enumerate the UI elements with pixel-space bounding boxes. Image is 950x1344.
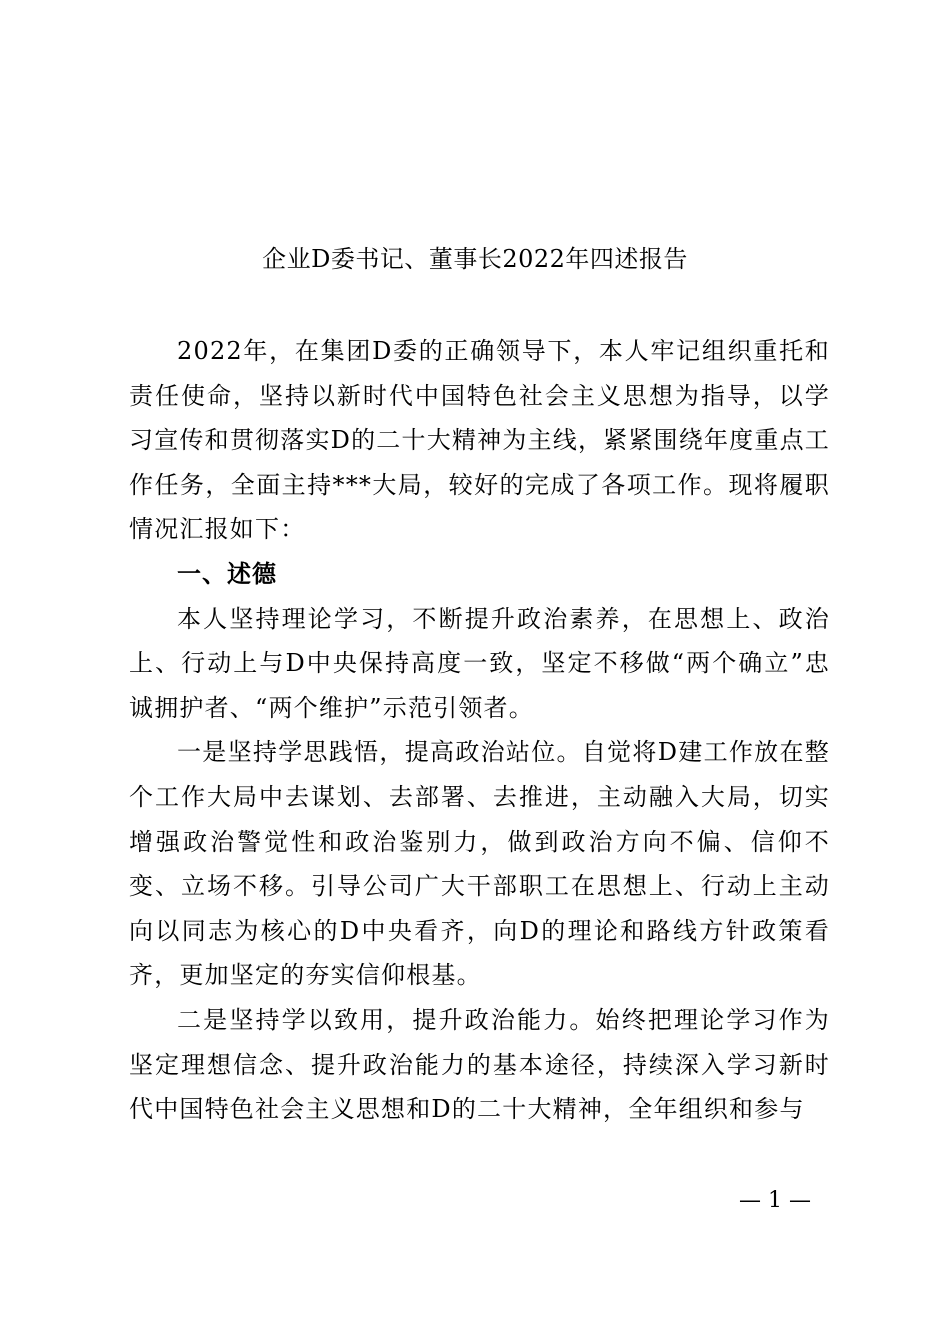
section1-paragraph-2: 一是坚持学思践悟，提高政治站位。自觉将D建工作放在整个工作大局中去谋划、去部署、去推进，主动融入大局，切实增强政治警觉性和政治鉴别力，做到政治方向不偏、信仰不变、立场不移。引导公司广大干部职工在思想上、行动上主动向以同志为核心的D中央看齐，向D的理论和路线方针政策看齐，更加坚定的夯实信仰根基。 bbox=[129, 738, 830, 990]
page-title: 企业D委书记、董事长2022年四述报告 bbox=[262, 245, 688, 273]
document-body bbox=[129, 329, 830, 1132]
page-number: — 1 — bbox=[739, 1188, 811, 1213]
section-heading-morality: 一、述德 bbox=[177, 559, 277, 588]
section1-paragraph-3: 二是坚持学以致用，提升政治能力。始终把理论学习作为坚定理想信念、提升政治能力的基本途径，持续深入学习新时代中国特色社会主义思想和D的二十大精神，全年组织和参与 bbox=[129, 1005, 830, 1124]
section1-paragraph-1: 本人坚持理论学习，不断提升政治素养，在思想上、政治上、行动上与D中央保持高度一致，坚定不移做“两个确立”忠诚拥护者、“两个维护”示范引领者。 bbox=[129, 604, 830, 722]
intro-paragraph: 2022年，在集团D委的正确领导下，本人牢记组织重托和责任使命，坚持以新时代中国特色社会主义思想为指导，以学习宣传和贯彻落实D的二十大精神为主线，紧紧围绕年度重点工作任务，全面主持***大局，较好的完成了各项工作。现将履职情况汇报如下： bbox=[129, 337, 830, 544]
